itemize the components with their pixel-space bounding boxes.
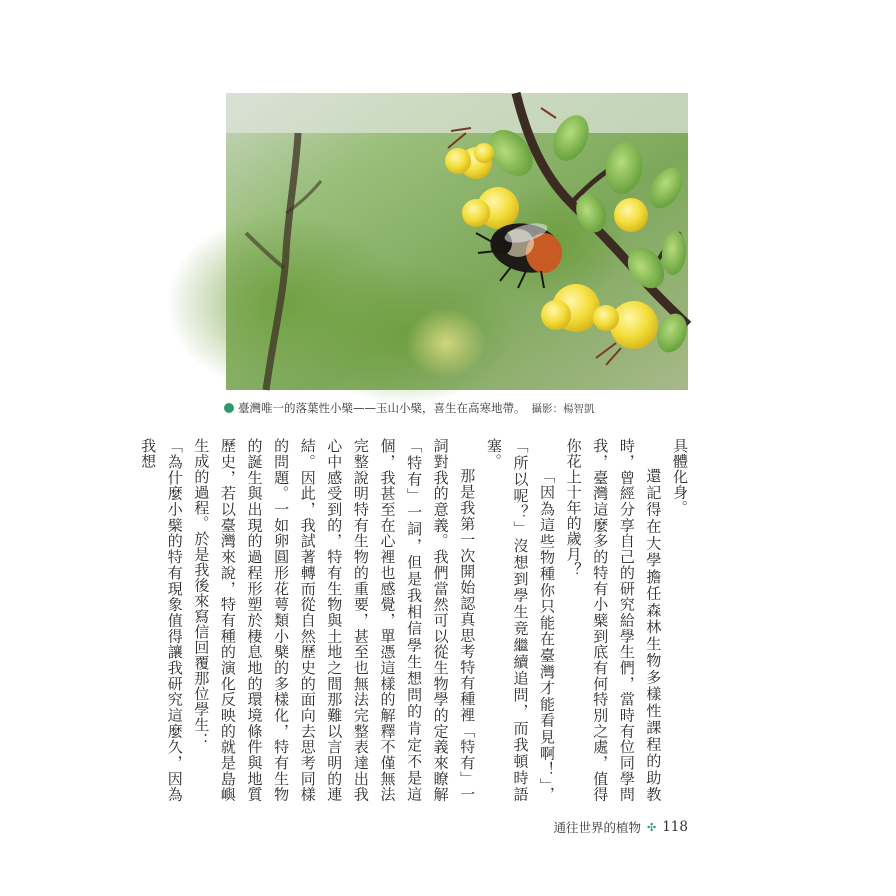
running-title: 通往世界的植物 [553, 820, 641, 835]
paragraph: 「為什麼小檗的特有現象值得讓我研究這麼久，因為我想 [139, 438, 184, 802]
photo-caption [224, 398, 694, 418]
caption-text: 臺灣唯一的落葉性小檗——玉山小檗，喜生在高寒地帶。 [238, 401, 526, 415]
photo-credit: 攝影：楊智凱 [531, 402, 595, 415]
bumblebee-on-yellow-flowers-photo [226, 93, 688, 390]
page-number: 118 [662, 819, 688, 835]
paragraph: 還記得在大學擔任森林生物多樣性課程的助教時，曾經分享自己的研究給學生們，當時有位同學問我，臺灣這麼多的特有小檗到底有何特別之處，值得你花上十年的歲月？ [564, 438, 663, 802]
page-footer [553, 818, 688, 836]
paragraph: 那是我第一次開始認真思考特有種裡「特有」一詞對我的意義。我們當然可以從生物學的定義來瞭解「特有」一詞，但是我相信學生想問的肯定不是這個，我甚至在心裡也感覺，單憑這樣的解釋不僅無法完整說明特有生物的重要，甚至也無法完整表達出我心中感受到的，特有生物與土地之間那難以言明的連結。因此，我試著轉而從自然歷史的面向去思考同樣的問題。一如卵圓形花萼類小檗的多樣化，特有生物的誕生與出現的過程形塑於棲息地的環境條件與地質歷史，若以臺灣來說，特有種的演化反映的就是島嶼生成的過程。於是我後來寫信回覆那位學生： [192, 438, 477, 802]
caption-bullet-icon [224, 403, 234, 413]
vertical-body-text [139, 438, 693, 802]
flower-ornament-icon: ✣ [647, 820, 657, 834]
paragraph: 「因為這些物種你只能在臺灣才能看見啊！」，「所以呢？」沒想到學生竟繼續追問，而我頓時語塞。 [484, 438, 557, 802]
paragraph: 具體化身。 [671, 438, 689, 516]
barberry-bee-photo [226, 93, 688, 390]
